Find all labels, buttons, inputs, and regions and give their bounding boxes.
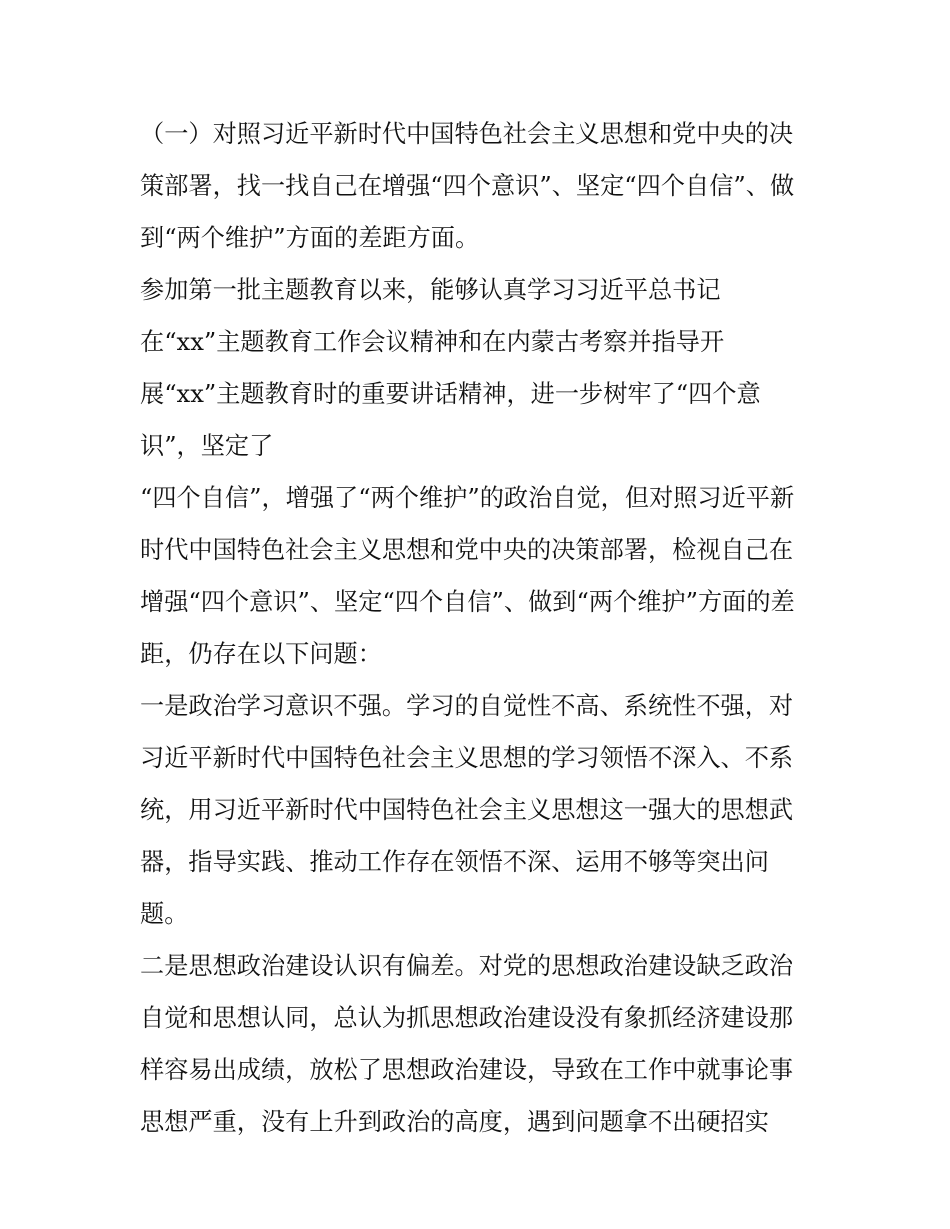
text-line-1: （一）对照习近平新时代中国特色社会主义思想和党中央的决	[140, 120, 794, 148]
text-line-7: 识”，坚定了	[140, 432, 274, 460]
text-line-6: 展“xx”主题教育时的重要讲话精神，进一步树牢了“四个意	[140, 380, 761, 408]
text-line-3: 到“两个维护”方面的差距方面。	[140, 224, 480, 252]
text-line-14: 统，用习近平新时代中国特色社会主义思想这一强大的思想武	[140, 796, 794, 824]
text-line-10: 增强“四个意识”、坚定“四个自信”、做到“两个维护”方面的差	[140, 588, 795, 616]
text-line-19: 样容易出成绩，放松了思想政治建设，导致在工作中就事论事	[140, 1056, 794, 1084]
text-line-11: 距，仍存在以下问题：	[140, 640, 382, 668]
text-line-5: 在“xx”主题教育工作会议精神和在内蒙古考察并指导开	[140, 328, 725, 356]
text-line-2: 策部署，找一找自己在增强“四个意识”、坚定“四个自信”、做	[140, 172, 795, 200]
text-line-4: 参加第一批主题教育以来，能够认真学习习近平总书记	[140, 276, 721, 304]
text-line-17: 二是思想政治建设认识有偏差。对党的思想政治建设缺乏政治	[140, 952, 794, 980]
text-line-8: “四个自信”，增强了“两个维护”的政治自觉，但对照习近平新	[140, 484, 795, 512]
text-line-18: 自觉和思想认同，总认为抓思想政治建设没有象抓经济建设那	[140, 1004, 794, 1032]
text-line-16: 题。	[140, 900, 189, 928]
text-line-9: 时代中国特色社会主义思想和党中央的决策部署，检视自己在	[140, 536, 794, 564]
text-line-13: 习近平新时代中国特色社会主义思想的学习领悟不深入、不系	[140, 744, 794, 772]
text-line-15: 器，指导实践、推动工作存在领悟不深、运用不够等突出问	[140, 848, 769, 876]
text-line-20: 思想严重，没有上升到政治的高度，遇到问题拿不出硬招实	[140, 1108, 769, 1136]
document-body	[140, 108, 830, 1148]
text-line-12: 一是政治学习意识不强。学习的自觉性不高、系统性不强，对	[140, 692, 794, 720]
